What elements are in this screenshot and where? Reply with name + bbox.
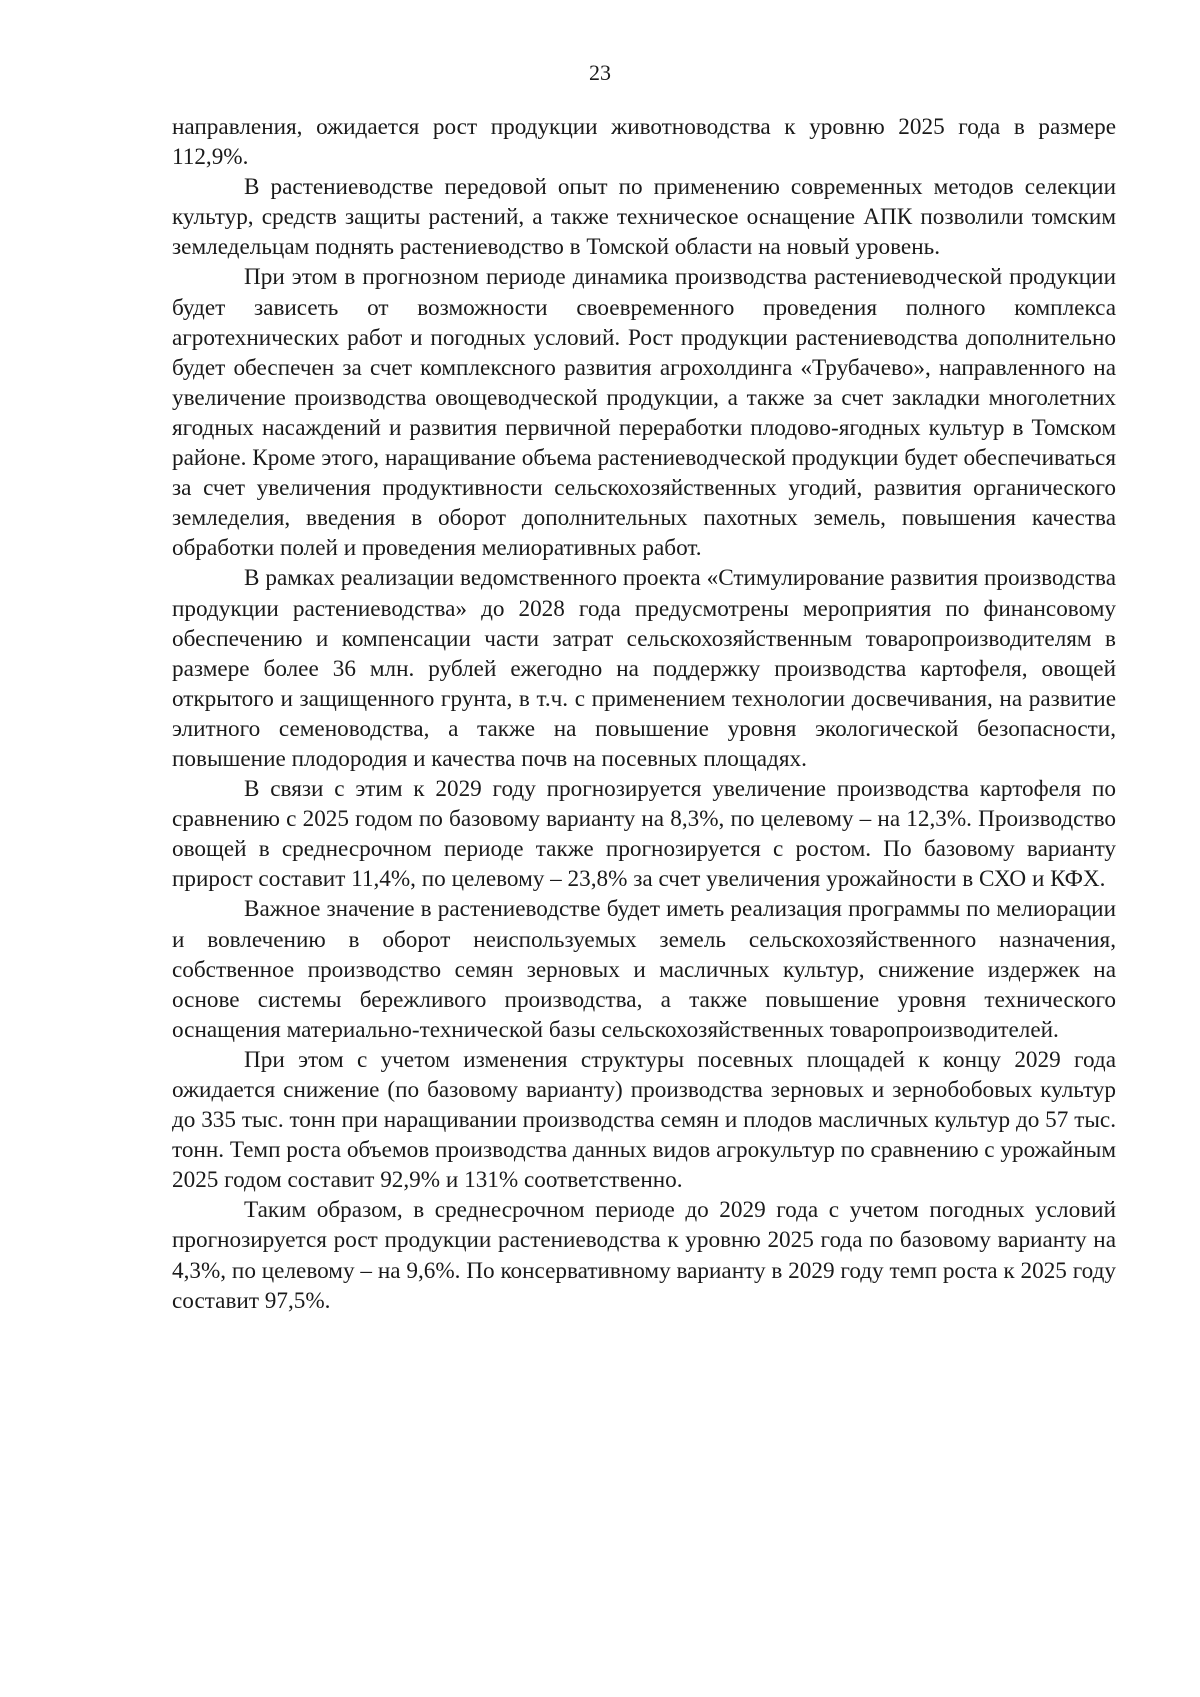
document-body (172, 112, 1116, 1316)
paragraph-3: При этом в прогнозном периоде динамика производства растениеводческой продукции будет зависеть от возможности своевременного проведения полного комплекса агротехнических работ и погодных условий. Рост продукции растениеводства дополнительно будет обеспечен за счет комплексного развития агрохолдинга «Трубачево», направленного на увеличение производства овощеводческой продукции, а также за счет закладки многолетних ягодных насаждений и развития первичной переработки плодово-ягодных культур в Томском районе. Кроме этого, наращивание объема растениеводческой продукции будет обеспечиваться за счет увеличения продуктивности сельскохозяйственных угодий, развития органического земледелия, введения в оборот дополнительных пахотных земель, повышения качества обработки полей и проведения мелиоративных работ. (172, 264, 1116, 562)
paragraph-4: В рамках реализации ведомственного проекта «Стимулирование развития производства продукции растениеводства» до 2028 года предусмотрены мероприятия по финансовому обеспечению и компенсации части затрат сельскохозяйственным товаропроизводителям в размере более 36 млн. рублей ежегодно на поддержку производства картофеля, овощей открытого и защищенного грунта, в т.ч. с применением технологии досвечивания, на развитие элитного семеноводства, а также на повышение уровня экологической безопасности, повышение плодородия и качества почв на посевных площадях. (172, 565, 1116, 772)
page-number: 23 (589, 60, 611, 85)
paragraph-5: В связи с этим к 2029 году прогнозируется увеличение производства картофеля по сравнению с 2025 годом по базовому варианту на 8,3%, по целевому – на 12,3%. Производство овощей в среднесрочном периоде также прогнозируется с ростом. По базовому варианту прирост составит 11,4%, по целевому – 23,8% за счет увеличения урожайности в СХО и КФХ. (172, 776, 1116, 893)
paragraph-8: Таким образом, в среднесрочном периоде до 2029 года с учетом погодных условий прогнозируется рост продукции растениеводства к уровню 2025 года по базовому варианту на 4,3%, по целевому – на 9,6%. По консервативному варианту в 2029 году темп роста к 2025 году составит 97,5%. (172, 1197, 1116, 1314)
paragraph-2: В растениеводстве передовой опыт по применению современных методов селекции культур, средств защиты растений, а также техническое оснащение АПК позволили томским земледельцам поднять растениеводство в Томской области на новый уровень. (172, 174, 1116, 261)
paragraph-6: Важное значение в растениеводстве будет иметь реализация программы по мелиорации и вовлечению в оборот неиспользуемых земель сельскохозяйственного назначения, собственное производство семян зерновых и масличных культур, снижение издержек на основе системы бережливого производства, а также повышение уровня технического оснащения материально-технической базы сельскохозяйственных товаропроизводителей. (172, 896, 1116, 1043)
paragraph-1: направления, ожидается рост продукции животноводства к уровню 2025 года в размере 112,9%. (172, 114, 1116, 171)
paragraph-7: При этом с учетом изменения структуры посевных площадей к концу 2029 года ожидается снижение (по базовому варианту) производства зерновых и зернобобовых культур до 335 тыс. тонн при наращивании производства семян и плодов масличных культур до 57 тыс. тонн. Темп роста объемов производства данных видов агрокультур по сравнению с урожайным 2025 годом составит 92,9% и 131% соответственно. (172, 1046, 1116, 1194)
